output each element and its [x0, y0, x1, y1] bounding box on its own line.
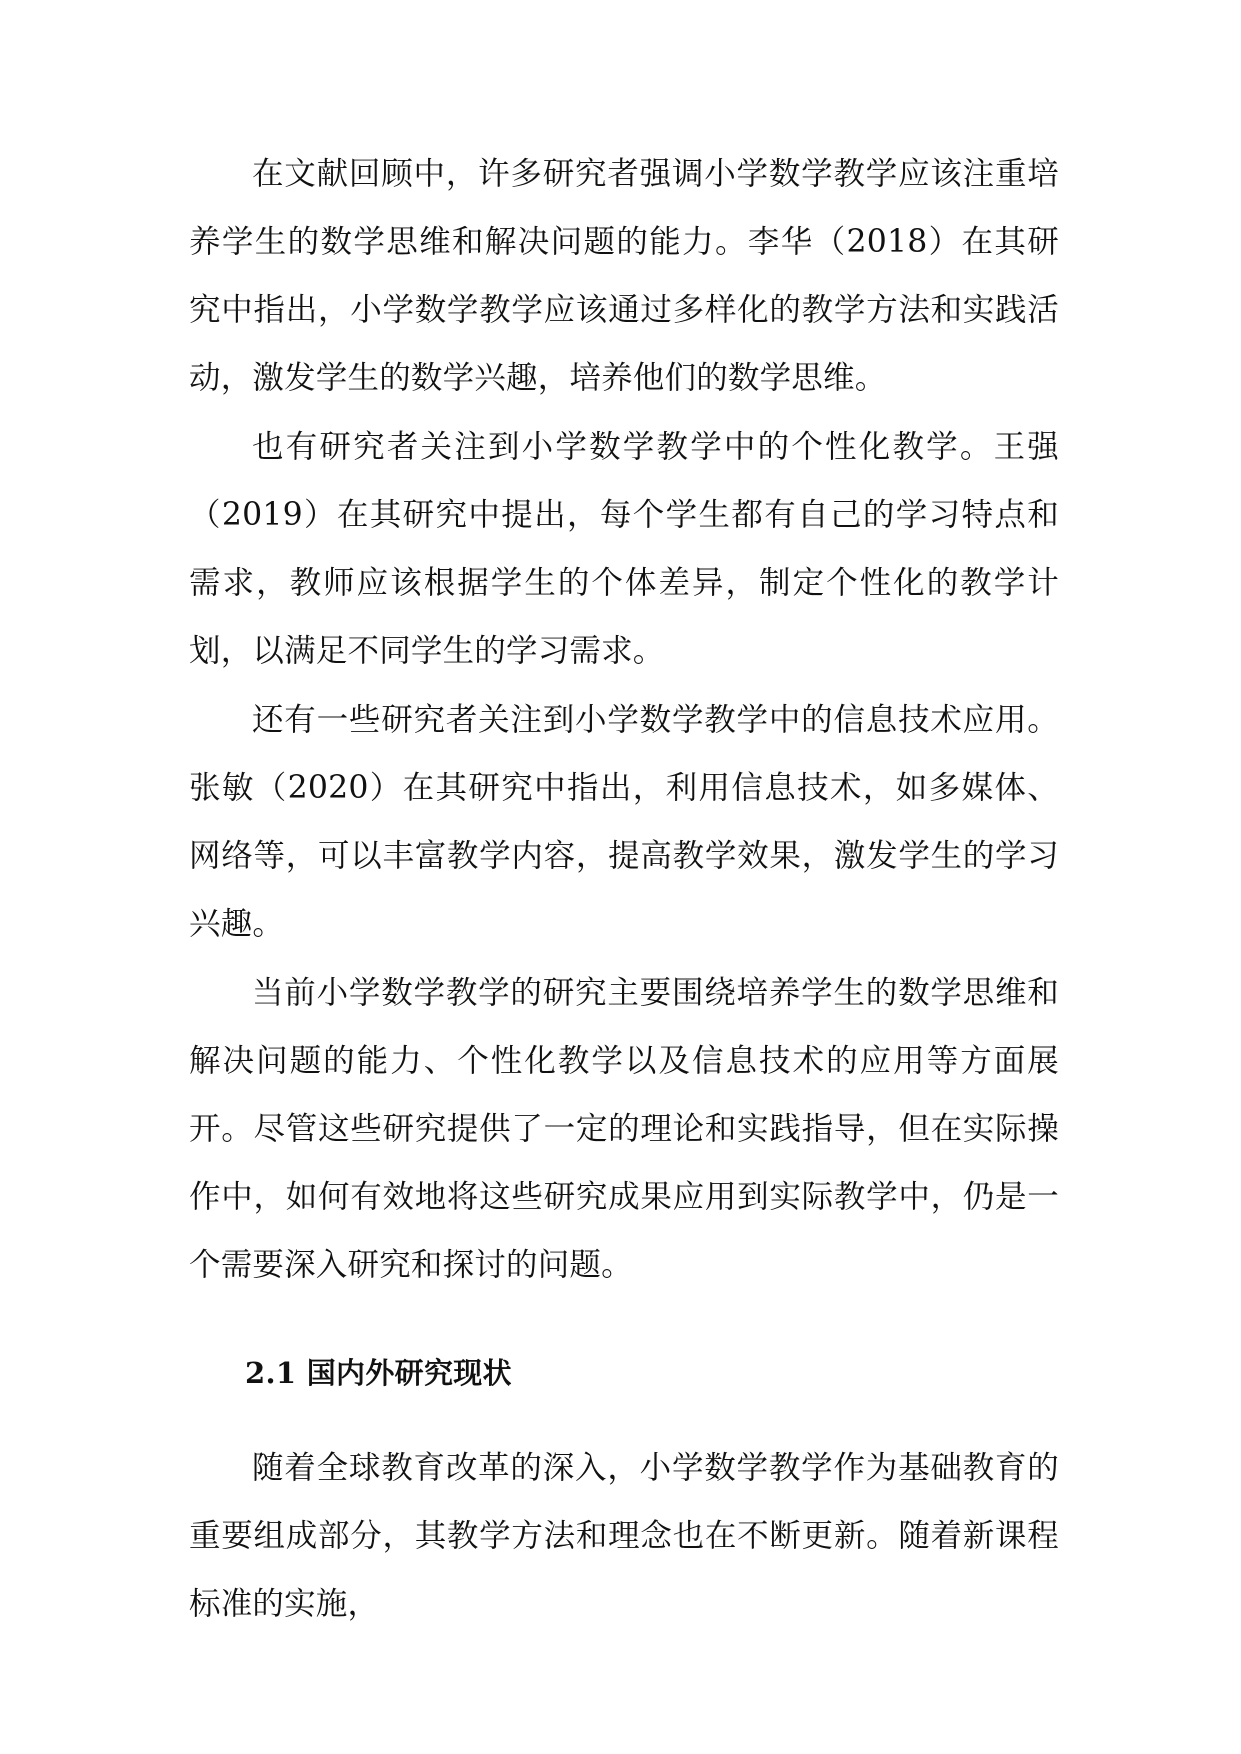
paragraph-summary: 当前小学数学教学的研究主要围绕培养学生的数学思维和解决问题的能力、个性化教学以及信息技术的应用等方面展开。尽管这些研究提供了一定的理论和实践指导，但在实际操作中，如何有效地将这些研究成果应用到实际教学中，仍是一个需要深入研究和探讨的问题。	[189, 975, 1059, 1283]
paragraph-personalized-teaching: 也有研究者关注到小学数学教学中的个性化教学。王强（2019）在其研究中提出，每个学生都有自己的学习特点和需求，教师应该根据学生的个体差异，制定个性化的教学计划，以满足不同学生的学习需求。	[189, 429, 1059, 669]
paragraph-domestic-foreign-status: 随着全球教育改革的深入，小学数学教学作为基础教育的重要组成部分，其教学方法和理念也在不断更新。随着新课程标准的实施，	[189, 1450, 1059, 1622]
paragraph-literature-review: 在文献回顾中，许多研究者强调小学数学教学应该注重培养学生的数学思维和解决问题的能力。李华（2018）在其研究中指出，小学数学教学应该通过多样化的教学方法和实践活动，激发学生的数学兴趣，培养他们的数学思维。	[189, 156, 1059, 396]
body-text	[189, 140, 1059, 1639]
paragraph-information-technology: 还有一些研究者关注到小学数学教学中的信息技术应用。张敏（2020）在其研究中指出，利用信息技术，如多媒体、网络等，可以丰富教学内容，提高教学效果，激发学生的学习兴趣。	[189, 702, 1059, 942]
section-heading: 2.1 国内外研究现状	[245, 1356, 512, 1390]
